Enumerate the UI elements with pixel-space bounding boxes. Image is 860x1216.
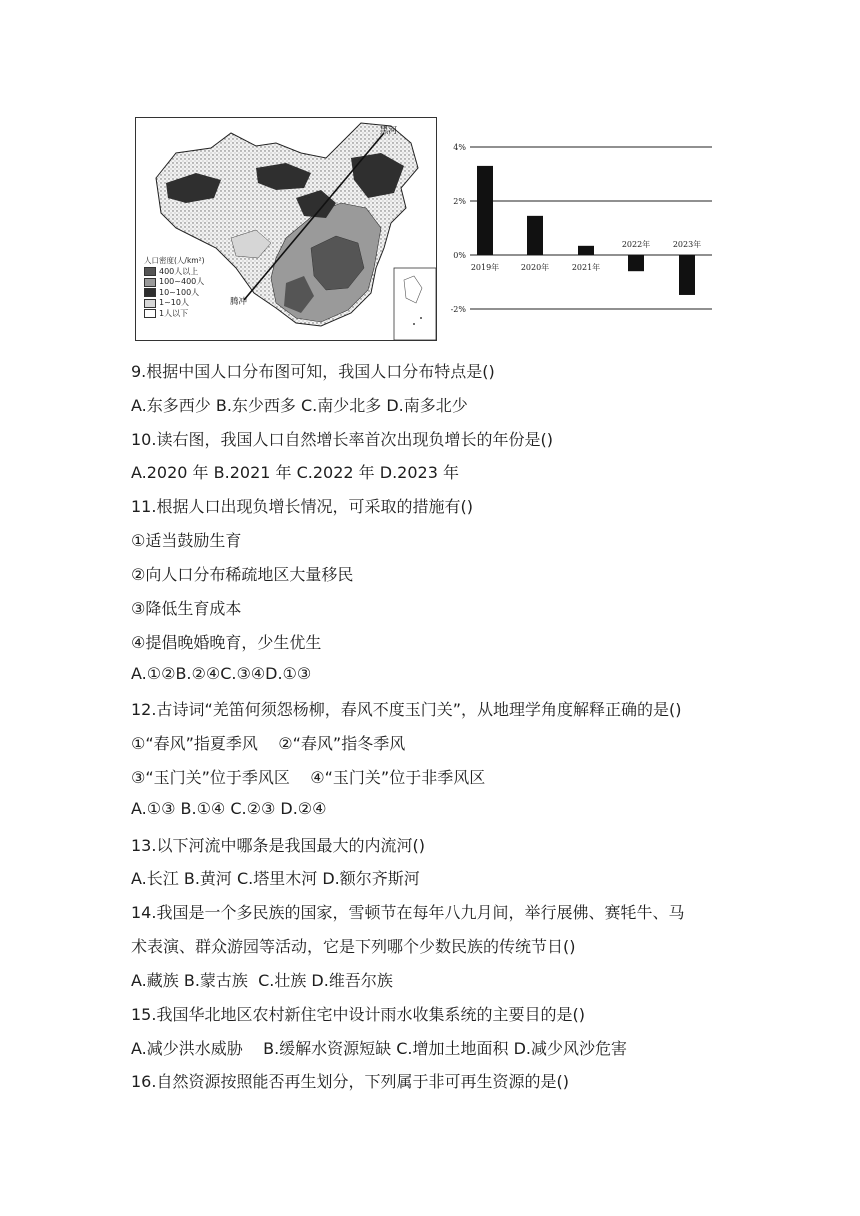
legend-label: 100~400人	[159, 277, 205, 286]
bar-2023年	[679, 255, 695, 295]
question-line: A.长江 B.黄河 C.塔里木河 D.额尔齐斯河	[131, 869, 420, 888]
question-line: 9.根据中国人口分布图可知，我国人口分布特点是()	[131, 362, 495, 381]
question-line: ④提倡晚婚晚育，少生优生	[131, 633, 322, 652]
bar-2019年	[477, 166, 493, 255]
legend-label: 1~10人	[159, 298, 189, 307]
question-line: A.①③ B.①④ C.②③ D.②④	[131, 799, 327, 818]
question-line: A.东多西少 B.东少西多 C.南少北多 D.南多北少	[131, 396, 468, 415]
legend-swatch	[144, 309, 156, 318]
x-category-label: 2020年	[520, 263, 550, 272]
question-line: A.2020 年 B.2021 年 C.2022 年 D.2023 年	[131, 463, 459, 482]
legend-swatch	[144, 299, 156, 308]
question-line: A.减少洪水威胁 B.缓解水资源短缺 C.增加土地面积 D.减少风沙危害	[131, 1039, 627, 1058]
bar-2022年	[628, 255, 644, 271]
legend-row	[144, 309, 224, 320]
legend-swatch	[144, 267, 156, 276]
legend-label: 400人以上	[159, 266, 199, 276]
label-tengchong: 腾冲	[230, 297, 248, 307]
question-line: A.藏族 B.蒙古族 C.壮族 D.维吾尔族	[131, 971, 393, 990]
x-category-label: 2023年	[672, 240, 702, 249]
y-tick-label: 4%	[453, 143, 466, 152]
question-line: 14.我国是一个多民族的国家，雪顿节在每年八九月间，举行展佛、赛牦牛、马	[131, 903, 685, 922]
question-line: ③“玉门关”位于季风区 ④“玉门关”位于非季风区	[131, 768, 486, 787]
legend-title: 人口密度(人/km²)	[144, 256, 205, 265]
bar-2021年	[578, 246, 594, 255]
legend-swatch	[144, 278, 156, 287]
bar-2020年	[527, 216, 543, 255]
growth-rate-chart-svg	[440, 135, 720, 335]
y-tick-label: 0%	[453, 251, 466, 260]
question-line: A.①②B.②④C.③④D.①③	[131, 664, 312, 683]
legend-label: 10~100人	[159, 287, 200, 297]
population-density-map	[135, 117, 437, 341]
question-line: ③降低生育成本	[131, 599, 242, 618]
x-category-label: 2019年	[470, 263, 500, 272]
legend-row	[144, 267, 224, 278]
question-line: ①适当鼓励生育	[131, 531, 242, 550]
x-category-label: 2021年	[571, 263, 601, 272]
south-sea-inset	[394, 268, 436, 340]
y-tick-label: -2%	[450, 305, 466, 314]
y-tick-label: 2%	[453, 197, 466, 206]
question-line: 11.根据人口出现负增长情况，可采取的措施有()	[131, 497, 473, 516]
question-line: 13.以下河流中哪条是我国最大的内流河()	[131, 836, 425, 855]
legend-label: 1人以下	[159, 308, 189, 318]
growth-rate-chart	[440, 135, 720, 335]
question-line: 12.古诗词“羌笛何须怨杨柳，春风不度玉门关”，从地理学角度解释正确的是()	[131, 700, 682, 719]
question-line: 10.读右图，我国人口自然增长率首次出现负增长的年份是()	[131, 430, 553, 449]
x-category-label: 2022年	[621, 240, 651, 249]
question-line: 术表演、群众游园等活动，它是下列哪个少数民族的传统节日()	[131, 937, 576, 956]
question-line: ②向人口分布稀疏地区大量移民	[131, 565, 354, 584]
legend-row	[144, 298, 224, 309]
legend-swatch	[144, 288, 156, 297]
legend-row	[144, 288, 224, 299]
legend-row	[144, 277, 224, 288]
question-line: 16.自然资源按照能否再生划分，下列属于非可再生资源的是()	[131, 1072, 569, 1091]
question-line: 15.我国华北地区农村新住宅中设计雨水收集系统的主要目的是()	[131, 1005, 585, 1024]
label-heihe: 黑河	[380, 126, 398, 136]
map-legend	[144, 256, 224, 319]
question-line: ①“春风”指夏季风 ②“春风”指冬季风	[131, 734, 406, 753]
